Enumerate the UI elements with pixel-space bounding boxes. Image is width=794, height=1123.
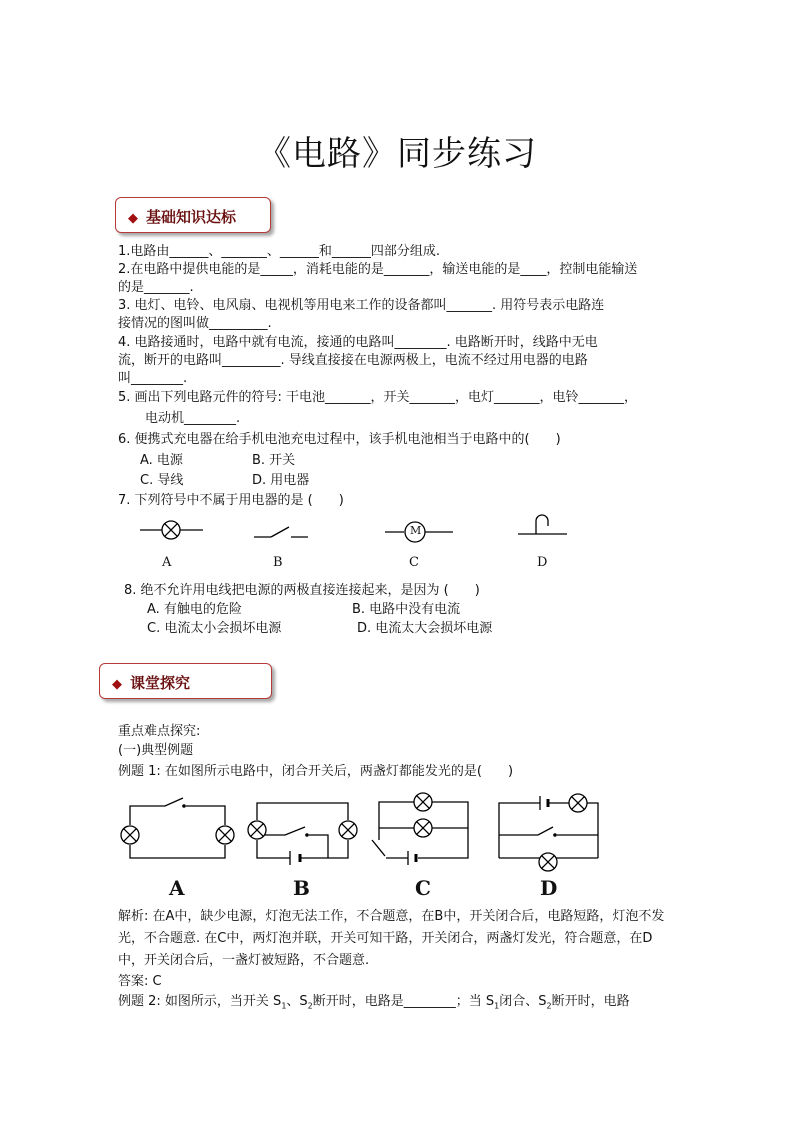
section-title: 基础知识达标 bbox=[146, 208, 237, 226]
q7-label-d: D bbox=[537, 555, 548, 570]
question-2-line2: 的是_______. bbox=[118, 280, 194, 295]
q8-option-d: D. 电流太大会损坏电源 bbox=[357, 621, 493, 636]
example-1: 例题 1: 在如图所示电路中，闭合开关后，两盏灯都能发光的是( ) bbox=[118, 764, 514, 779]
question-7: 7. 下列符号中不属于用电器的是 ( ) bbox=[118, 493, 344, 508]
ex1-label-c: C bbox=[415, 876, 431, 900]
page-title: 《电路》同步练习 bbox=[257, 134, 537, 174]
question-8: 8. 绝不允许用电线把电源的两极直接连接起来，是因为 ( ) bbox=[124, 583, 480, 598]
q6-option-a: A. 电源 bbox=[140, 453, 183, 468]
diamond-icon: ◆ bbox=[112, 677, 122, 692]
ex1-label-b: B bbox=[293, 876, 310, 900]
circuit-b bbox=[248, 803, 357, 865]
ex1-label-a: A bbox=[169, 876, 185, 900]
q8-option-a: A. 有触电的危险 bbox=[147, 602, 242, 617]
question-6: 6. 便携式充电器在给手机电池充电过程中，该手机电池相当于电路中的( ) bbox=[118, 432, 561, 447]
ex1-label-d: D bbox=[540, 876, 558, 900]
example-2: 例题 2: 如图所示，当开关 $S_1$、$S_2$断开时，电路是________；当 $S_1$闭合、$S_2$断开时，电路 bbox=[118, 994, 630, 1011]
question-5-line1: 5. 画出下列电路元件的符号: 干电池_______，开关_______，电灯_______，电铃_______， bbox=[118, 390, 638, 405]
section-title: 课堂探究 bbox=[130, 674, 191, 692]
question-3-line2: 接情况的图叫做_________. bbox=[118, 316, 272, 331]
q8-option-c: C. 电流太小会损坏电源 bbox=[147, 621, 282, 636]
q7-label-c: C bbox=[409, 555, 419, 570]
motor-letter: M bbox=[410, 524, 422, 537]
q7-label-a: A bbox=[162, 555, 172, 570]
circuit-d bbox=[499, 794, 598, 871]
question-3-line1: 3. 电灯、电铃、电风扇、电视机等用电来工作的设备都叫_______. 用符号表示电路连 bbox=[118, 298, 605, 313]
question-5-line2: 电动机________. bbox=[145, 411, 241, 426]
circuit-a bbox=[121, 798, 234, 858]
analysis: 解析: 在A中，缺少电源，灯泡无法工作，不合题意，在B中，开关闭合后，电路短路，灯泡不发光，不合题意. 在C中，两灯泡并联，开关可知干路，开关闭合，两盏灯发光，符合题意，在D中，开关闭合后，一盏灯被短路，不合题意. bbox=[118, 909, 665, 968]
diamond-icon: ◆ bbox=[128, 211, 138, 226]
question-4-line3: 叫________. bbox=[118, 371, 188, 386]
q6-option-b: B. 开关 bbox=[252, 453, 296, 468]
question-2-line1: 2.在电路中提供电能的是_____，消耗电能的是_______，输送电能的是____，控制电能输送 bbox=[118, 262, 638, 277]
question-4-line1: 4. 电路接通时，电路中就有电流，接通的电路叫________. 电路断开时，线路中无电 bbox=[118, 335, 598, 350]
q6-option-c: C. 导线 bbox=[140, 473, 184, 488]
answer: 答案: C bbox=[118, 974, 162, 989]
circuit-c bbox=[372, 793, 468, 865]
q8-option-b: B. 电路中没有电流 bbox=[352, 602, 461, 617]
typical-heading: (一)典型例题 bbox=[118, 743, 194, 758]
q7-label-b: B bbox=[273, 555, 283, 570]
focus-heading: 重点难点探究: bbox=[118, 724, 201, 739]
question-4-line2: 流，断开的电路叫_________. 导线直接接在电源两极上，电流不经过用电器的电路 bbox=[118, 353, 588, 368]
question-1: 1.电路由______、_______、______和______四部分组成. bbox=[118, 244, 441, 259]
q6-option-d: D. 用电器 bbox=[252, 473, 310, 488]
